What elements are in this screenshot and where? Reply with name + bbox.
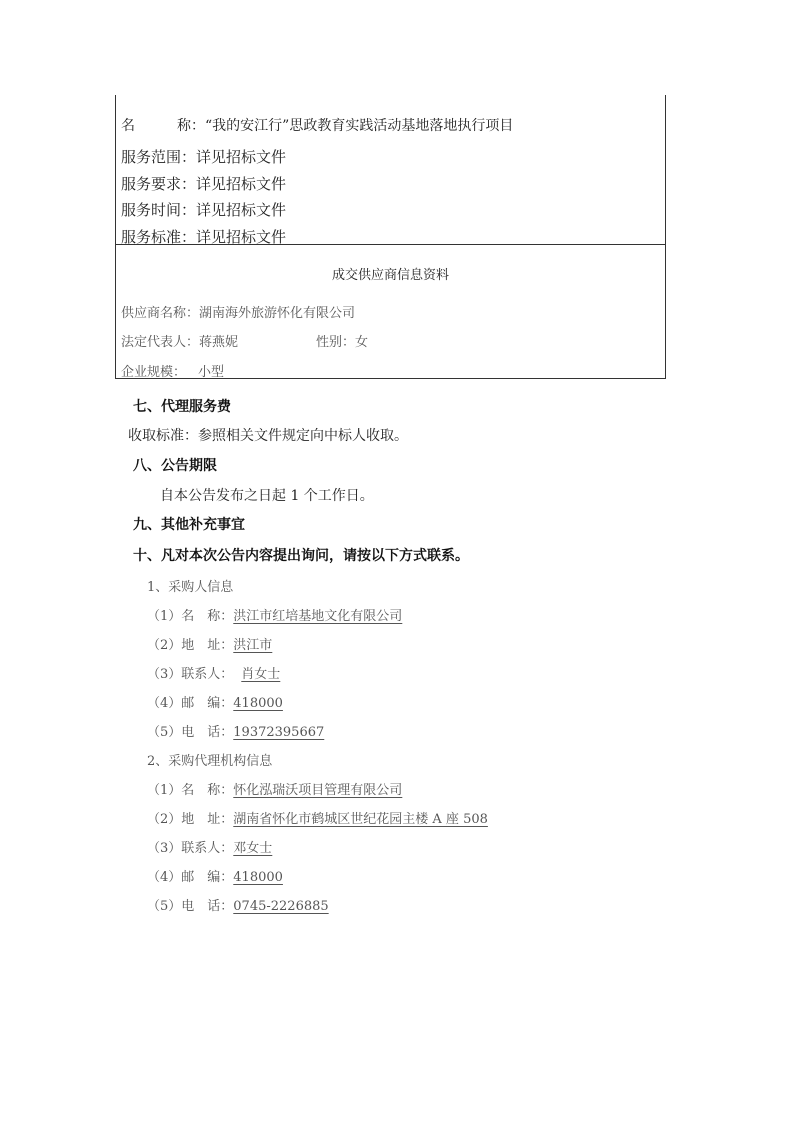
agency-postcode-value: 418000 [233,870,283,885]
supplier-name-row [121,302,355,321]
service-standard-value: 详见招标文件 [196,228,287,246]
agency-phone-row [147,895,329,914]
agency-heading: 2、采购代理机构信息 [147,754,273,769]
purchaser-phone-value: 19372395667 [233,725,325,740]
gender-label: 性别： [316,335,356,350]
legal-rep-row [121,331,238,350]
project-name-value: “我的安江行”思政教育实践活动基地落地执行项目 [205,118,514,134]
service-standard-row [121,226,286,247]
project-name-label: 名 称： [121,118,205,134]
agency-contact-label: （3）联系人： [147,841,234,856]
purchaser-name-label: （1）名 称： [147,609,234,624]
section-8-title: 八、公告期限 [133,458,217,474]
purchaser-postcode-value: 418000 [233,696,283,711]
agency-phone-label: （5）电 话： [147,899,234,914]
section-7-text: 收取标准：参照相关文件规定向中标人收取。 [128,428,408,444]
section-10-title: 十、凡对本次公告内容提出询问，请按以下方式联系。 [133,548,469,564]
service-requirement-value: 详见招标文件 [196,175,287,193]
agency-name-value: 怀化泓瑞沃项目管理有限公司 [233,783,403,798]
supplier-heading: 成交供应商信息资料 [331,268,449,283]
agency-name-row [147,779,402,798]
supplier-name-label: 供应商名称： [121,306,200,321]
section-7-title: 七、代理服务费 [133,399,231,415]
agency-address-label: （2）地 址： [147,812,234,827]
purchaser-address-value: 洪江市 [233,638,273,653]
agency-address-value: 湖南省怀化市鹤城区世纪花园主楼 A 座 508 [233,812,488,827]
purchaser-contact-row [147,663,288,682]
gender-row [316,331,368,350]
legal-rep-label: 法定代表人： [121,335,200,350]
agency-postcode-row [147,866,283,885]
agency-name-label: （1）名 称： [147,783,234,798]
scale-row [121,361,224,380]
legal-rep-value: 蒋燕妮 [199,335,239,350]
supplier-name-value: 湖南海外旅游怀化有限公司 [199,306,356,321]
purchaser-address-label: （2）地 址： [147,638,234,653]
purchaser-name-value: 洪江市红培基地文化有限公司 [233,609,403,624]
service-scope-label: 服务范围： [121,148,197,166]
service-time-row [121,199,286,220]
service-time-value: 详见招标文件 [196,201,287,219]
agency-contact-row [147,837,272,856]
purchaser-phone-row [147,721,324,740]
purchaser-postcode-row [147,692,283,711]
scale-value: 小型 [198,365,225,380]
purchaser-contact-value: 肖女士 [241,667,281,682]
purchaser-phone-label: （5）电 话： [147,725,234,740]
purchaser-address-row [147,634,272,653]
service-time-label: 服务时间： [121,201,197,219]
purchaser-heading: 1、采购人信息 [147,580,234,595]
service-requirement-row [121,173,286,194]
agency-contact-value: 邓女士 [233,841,273,856]
purchaser-contact-label: （3）联系人： [147,667,234,682]
service-standard-label: 服务标准： [121,228,197,246]
service-scope-row [121,146,286,167]
agency-postcode-label: （4）邮 编： [147,870,234,885]
purchaser-postcode-label: （4）邮 编： [147,696,234,711]
agency-phone-value: 0745-2226885 [233,899,329,914]
section-9-title: 九、其他补充事宜 [133,517,245,533]
purchaser-name-row [147,605,402,624]
scale-label: 企业规模： [121,365,187,380]
section-8-text: 自本公告发布之日起 1 个工作日。 [160,488,374,504]
service-requirement-label: 服务要求： [121,175,197,193]
gender-value: 女 [355,335,369,350]
service-scope-value: 详见招标文件 [196,148,287,166]
agency-address-row [147,808,488,827]
project-name-row [121,115,513,135]
